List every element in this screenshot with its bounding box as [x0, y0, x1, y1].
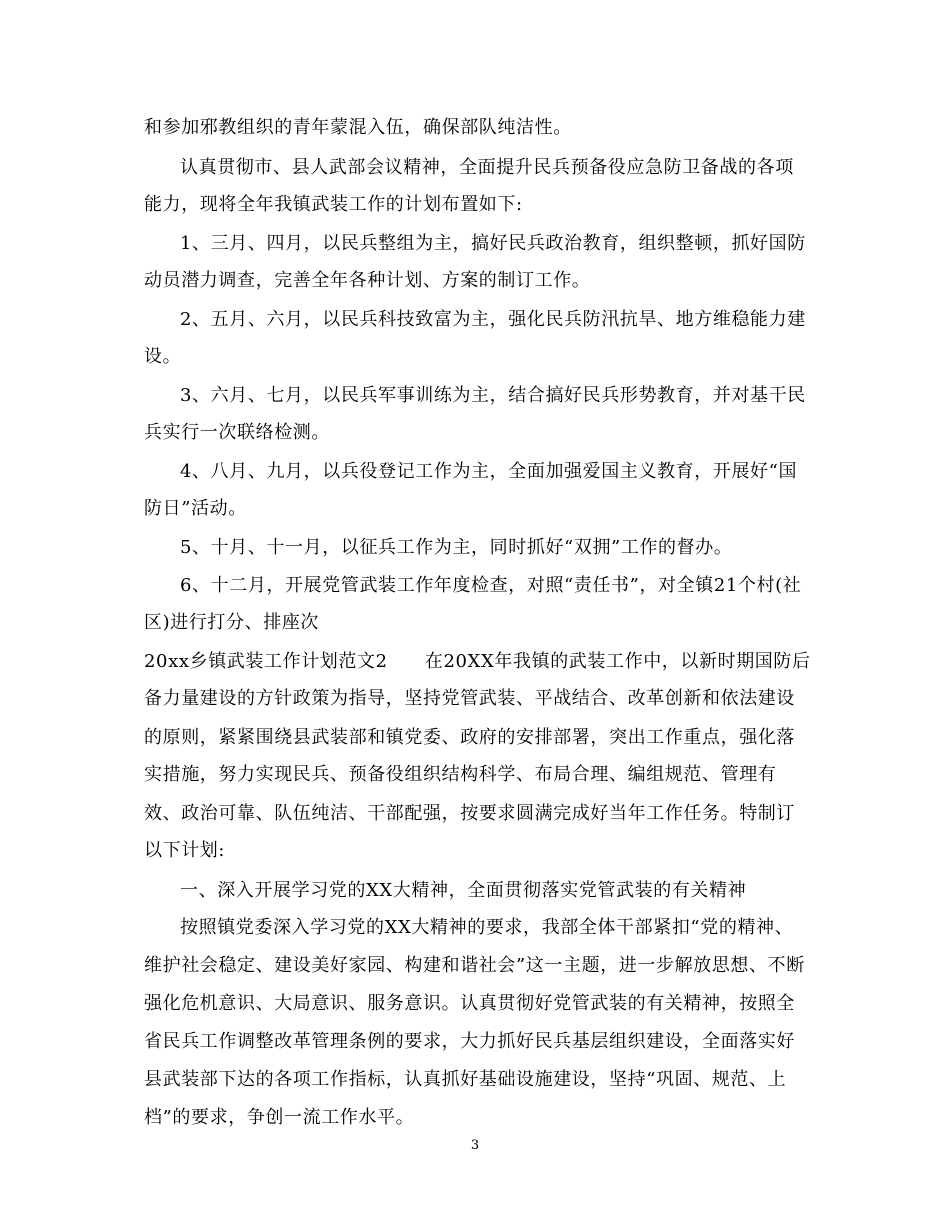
subheading-line: 一、深入开展学习党的XX大精神，全面贯彻落实党管武装的有关精神 [180, 880, 747, 901]
text-line: 省民兵工作调整改革管理条例的要求，大力抓好民兵基层组织建设，全面落实好 [144, 1031, 795, 1052]
text-line: 效、政治可靠、队伍纯洁、干部配强，按要求圆满完成好当年工作任务。特制订 [144, 803, 795, 824]
section-heading-line: 20xx乡镇武装工作计划范文2 在20XX年我镇的武装工作中，以新时期国防后 [144, 651, 811, 672]
text-line: 区)进行打分、排座次 [144, 612, 320, 633]
text-line: 能力，现将全年我镇武装工作的计划布置如下: [144, 194, 523, 215]
list-item-line: 2、五月、六月，以民兵科技致富为主，强化民兵防汛抗旱、地方维稳能力建 [180, 309, 806, 330]
text-line: 实措施，努力实现民兵、预备役组织结构科学、布局合理、编组规范、管理有 [144, 764, 777, 785]
text-line: 动员潜力调查，完善全年各种计划、方案的制订工作。 [144, 270, 591, 291]
paragraph-line: 按照镇党委深入学习党的XX大精神的要求，我部全体干部紧扣“党的精神、 [180, 917, 794, 938]
text-line: 的原则，紧紧围绕县武装部和镇党委、政府的安排部署，突出工作重点，强化落 [144, 727, 795, 748]
list-item-line: 5、十月、十一月，以征兵工作为主，同时抓好“双拥”工作的督办。 [180, 537, 733, 558]
text-line: 档”的要求，争创一流工作水平。 [144, 1107, 415, 1128]
page-number: 3 [470, 1138, 480, 1153]
text-line: 县武装部下达的各项工作指标，认真抓好基础设施建设，坚持“巩固、规范、上 [144, 1069, 787, 1090]
text-line: 以下计划: [144, 840, 226, 861]
text-line: 维护社会稳定、建设美好家园、构建和谐社会”这一主题，进一步解放思想、不断 [144, 955, 805, 976]
text-line: 设。 [144, 346, 182, 367]
list-item-line: 1、三月、四月，以民兵整组为主，搞好民兵政治教育，组织整顿，抓好国防 [180, 233, 806, 254]
list-item-line: 3、六月、七月，以民兵军事训练为主，结合搞好民兵形势教育，并对基干民 [180, 385, 806, 406]
text-line: 备力量建设的方针政策为指导，坚持党管武装、平战结合、改革创新和依法建设 [144, 688, 795, 709]
text-line: 和参加邪教组织的青年蒙混入伍，确保部队纯洁性。 [144, 117, 572, 138]
list-item-line: 4、八月、九月，以兵役登记工作为主，全面加强爱国主义教育，开展好“国 [180, 461, 798, 482]
paragraph-line: 认真贯彻市、县人武部会议精神，全面提升民兵预备役应急防卫备战的各项 [180, 157, 794, 178]
text-line: 兵实行一次联络检测。 [144, 422, 330, 443]
list-item-line: 6、十二月，开展党管武装工作年度检查，对照“责任书”，对全镇21个村(社 [180, 575, 802, 596]
text-line: 防日”活动。 [144, 498, 247, 519]
text-line: 强化危机意识、大局意识、服务意识。认真贯彻好党管武装的有关精神，按照全 [144, 993, 795, 1014]
